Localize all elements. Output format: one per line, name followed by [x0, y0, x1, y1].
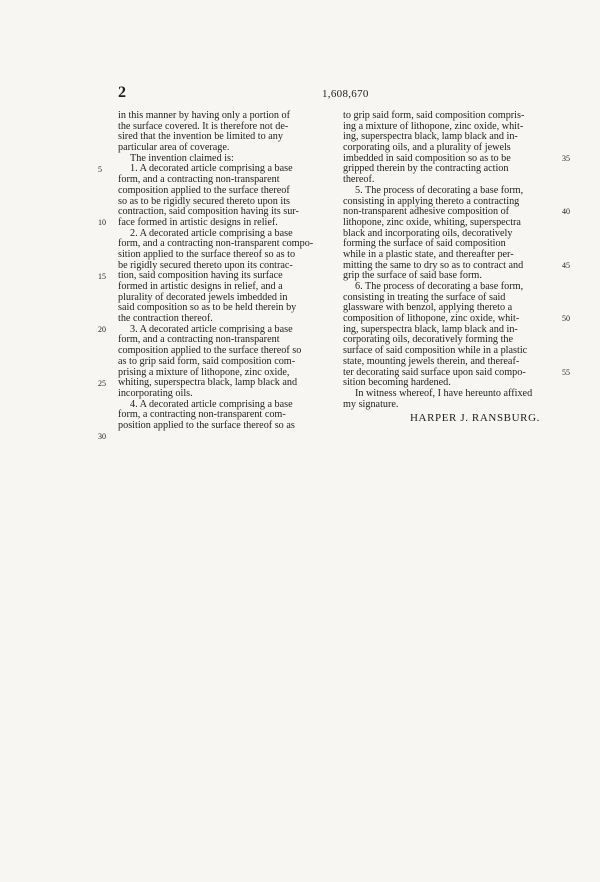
text-line: ing, superspectra black, lamp black and in-	[343, 131, 518, 143]
text-line: to grip said form, said composition compris-	[343, 110, 525, 121]
text-line: non-transparent adhesive composition of	[343, 206, 510, 218]
page-number: 2	[118, 84, 127, 101]
text-line: corporating oils, and a plurality of jewels	[343, 142, 511, 154]
text-line: in this manner by having only a portion of	[118, 110, 291, 121]
text-line: surface of said composition while in a plastic	[343, 345, 528, 357]
text-line: so as to be rigidly secured thereto upon its	[118, 195, 291, 207]
text-line: 4. A decorated article comprising a base	[130, 398, 293, 410]
text-line: 5. The process of decorating a base form,	[355, 184, 524, 196]
text-line: ing a mixture of lithopone, zinc oxide, whit-	[343, 120, 524, 132]
text-line: incorporating oils.	[118, 387, 193, 399]
text-line: sition applied to the surface thereof so as to	[118, 248, 296, 260]
text-line: form, a contracting non-transparent com-	[118, 409, 286, 421]
text-line: 3. A decorated article comprising a base	[130, 323, 293, 335]
text-line: corporating oils, decoratively forming the	[343, 334, 514, 346]
margin-line-number: 20	[98, 325, 106, 334]
text-line: as to grip said form, said composition com-	[118, 355, 296, 367]
text-line: form, and a contracting non-transparent compo-	[118, 238, 314, 250]
text-line: black and incorporating oils, decoratively	[343, 227, 513, 239]
text-line: gripped therein by the contracting action	[343, 163, 509, 175]
text-line: ter decorating said surface upon said compo-	[343, 366, 526, 378]
text-line: be rigidly secured thereto upon its contrac-	[118, 259, 293, 271]
margin-line-number: 15	[98, 271, 106, 281]
right-text-column	[343, 111, 557, 410]
text-line: state, mounting jewels therein, and thereaf-	[343, 355, 520, 367]
text-line: consisting in applying thereto a contracting	[343, 195, 520, 207]
margin-line-number: 35	[562, 153, 570, 163]
text-line: lithopone, zinc oxide, whiting, superspectra	[343, 216, 521, 228]
text-line: sired that the invention be limited to any	[118, 131, 283, 143]
margin-line-number: 55	[562, 367, 570, 377]
text-line: face formed in artistic designs in relief.	[118, 216, 278, 228]
text-line: glassware with benzol, applying thereto a	[343, 302, 513, 314]
margin-line-number: 25	[98, 378, 106, 388]
text-line: whiting, superspectra black, lamp black and	[118, 377, 298, 389]
margin-line-number: 10	[98, 218, 106, 227]
text-line: composition applied to the surface thereof	[118, 184, 290, 196]
text-line: the contraction thereof.	[118, 313, 213, 325]
text-line: form, and a contracting non-transparent	[118, 174, 280, 186]
text-line: particular area of coverage.	[118, 142, 230, 154]
text-line: grip the surface of said base form.	[343, 270, 482, 282]
text-line: sition becoming hardened.	[343, 377, 451, 389]
text-line: ing, superspectra black, lamp black and in-	[343, 323, 518, 335]
text-line: forming the surface of said composition	[343, 238, 506, 250]
text-line: prising a mixture of lithopone, zinc oxide,	[118, 366, 290, 378]
margin-line-number: 30	[98, 432, 106, 441]
text-line: position applied to the surface thereof so as	[118, 419, 295, 431]
text-line: formed in artistic designs in relief, and a	[118, 281, 283, 292]
text-line: 6. The process of decorating a base form,	[355, 281, 524, 292]
text-line: tion, said composition having its surface	[118, 270, 283, 282]
text-line: The invention claimed is:	[130, 152, 234, 164]
inventor-signature: HARPER J. RANSBURG.	[410, 412, 540, 424]
text-line: plurality of decorated jewels imbedded in	[118, 291, 288, 303]
text-line: composition of lithopone, zinc oxide, whit-	[343, 313, 520, 325]
text-line: thereof.	[343, 174, 375, 186]
text-line: while in a plastic state, and thereafter per-	[343, 248, 514, 260]
margin-line-number: 40	[562, 207, 570, 217]
text-line: contraction, said composition having its sur-	[118, 206, 299, 218]
margin-line-number: 45	[562, 260, 570, 270]
text-line: my signature.	[343, 398, 399, 410]
left-text-column	[118, 111, 332, 432]
text-line: composition applied to the surface thereof so	[118, 345, 302, 357]
text-line: 1. A decorated article comprising a base	[130, 163, 293, 175]
text-line: consisting in treating the surface of said	[343, 291, 506, 303]
margin-line-number: 50	[562, 314, 570, 324]
text-line: imbedded in said composition so as to be	[343, 152, 511, 164]
text-line: 2. A decorated article comprising a base	[130, 227, 293, 239]
text-line: form, and a contracting non-transparent	[118, 334, 280, 346]
text-line: In witness whereof, I have hereunto affixed	[355, 387, 533, 399]
margin-line-number: 5	[98, 164, 102, 174]
patent-number: 1,608,670	[322, 88, 369, 100]
text-line: mitting the same to dry so as to contract and	[343, 259, 524, 271]
text-line: said composition so as to be held therein by	[118, 302, 297, 314]
text-line: the surface covered. It is therefore not de-	[118, 120, 289, 132]
